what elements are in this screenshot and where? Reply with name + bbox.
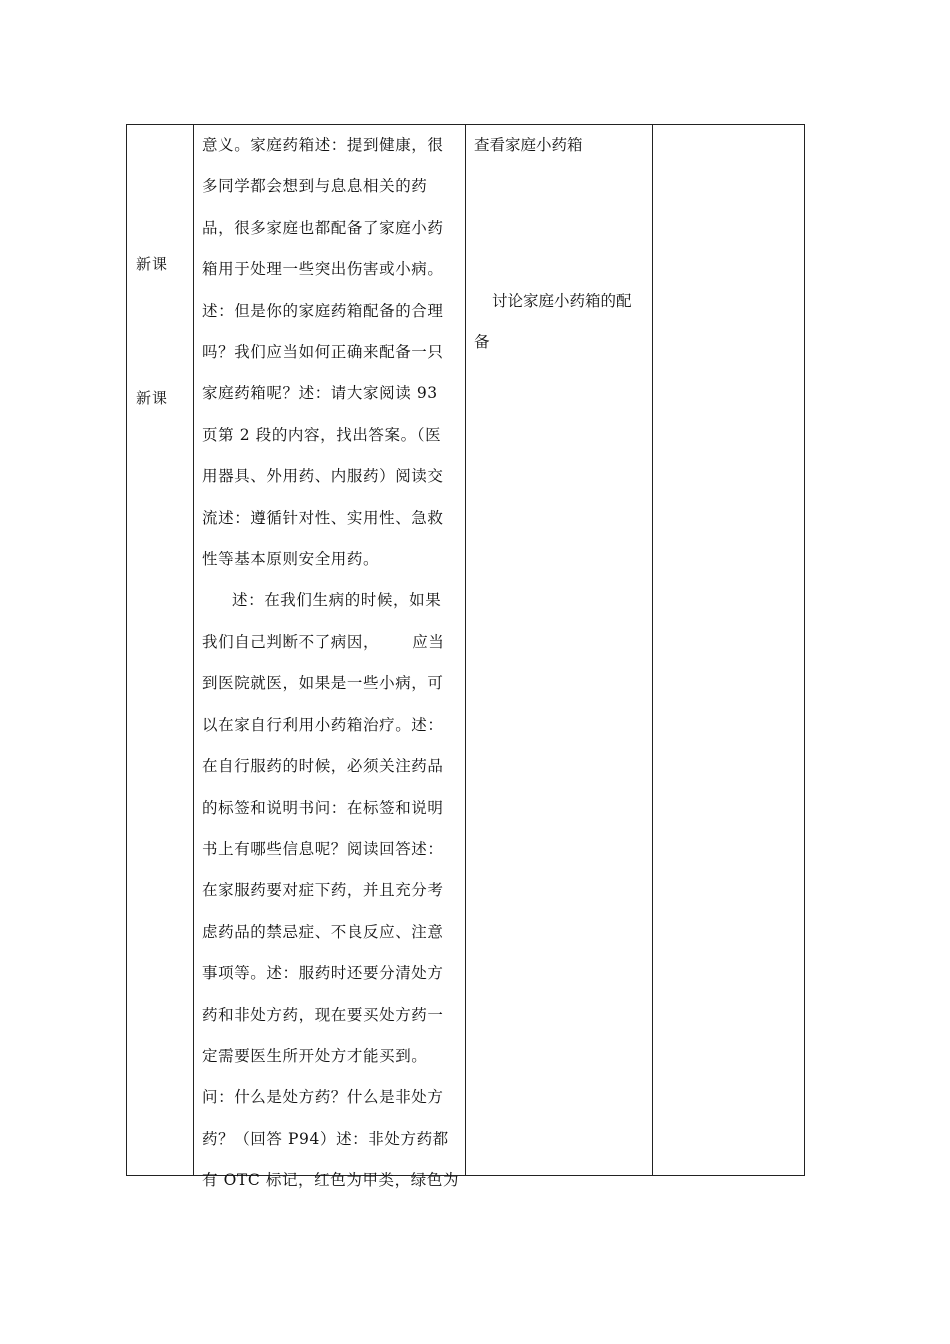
section-label: 新课	[136, 389, 169, 407]
text-line: 意义。家庭药箱述：提到健康，很	[202, 136, 444, 154]
text-line: 药？（回答 P94）述：非处方药都	[202, 1129, 449, 1148]
column-divider	[465, 125, 466, 1175]
text-line: 在家服药要对症下药，并且充分考	[202, 881, 444, 900]
text-line: 述：但是你的家庭药箱配备的合理	[202, 301, 444, 320]
student-activity-1	[474, 125, 650, 166]
text-line: 虑药品的禁忌症、不良反应、注意	[202, 922, 444, 941]
text-line: 用器具、外用药、内服药）阅读交	[202, 467, 444, 486]
text-line: 书上有哪些信息呢？阅读回答述：	[202, 839, 444, 858]
teacher-activity-text	[202, 125, 464, 1202]
column-divider	[652, 125, 653, 1175]
text-line: 箱用于处理一些突出伤害或小病。	[202, 260, 444, 279]
text-line: 性等基本原则安全用药。	[202, 550, 380, 569]
text-line: 多同学都会想到与息息相关的药	[202, 177, 428, 196]
text-line: 品，很多家庭也都配备了家庭小药	[202, 218, 444, 237]
text-line: 定需要医生所开处方才能买到。	[202, 1046, 428, 1065]
text-line: 述：在我们生病的时候，如果	[232, 591, 442, 610]
text-line: 在自行服药的时候，必须关注药品	[202, 757, 444, 776]
lesson-table	[126, 124, 805, 1190]
text-line: 事项等。述：服药时还要分清处方	[202, 964, 444, 983]
text-line: 到医院就医，如果是一些小病，可	[202, 674, 444, 693]
text-line: 的标签和说明书问：在标签和说明	[202, 798, 444, 817]
text-line: 药和非处方药，现在要买处方药一	[202, 1005, 444, 1024]
activity-text: 讨论家庭小药箱的配	[492, 292, 632, 310]
text-line: 以在家自行利用小药箱治疗。述：	[202, 715, 444, 734]
text-line: 吗？我们应当如何正确来配备一只	[202, 343, 444, 362]
activity-text: 备	[474, 333, 490, 351]
text-line: 问：什么是处方药？什么是非处方	[202, 1088, 444, 1107]
section-label: 新课	[136, 255, 169, 273]
student-activity-2	[474, 281, 650, 363]
text-line: 页第 2 段的内容，找出答案。（医	[202, 425, 442, 444]
text-line: 我们自己判断不了病因， 应当	[202, 632, 445, 651]
text-line: 家庭药箱呢？述：请大家阅读 93	[202, 384, 438, 403]
text-line: 有 OTC 标记，红色为甲类，绿色为	[202, 1171, 460, 1190]
column-divider	[193, 125, 194, 1175]
activity-text: 查看家庭小药箱	[474, 136, 583, 154]
text-line: 流述：遵循针对性、实用性、急救	[202, 508, 444, 527]
